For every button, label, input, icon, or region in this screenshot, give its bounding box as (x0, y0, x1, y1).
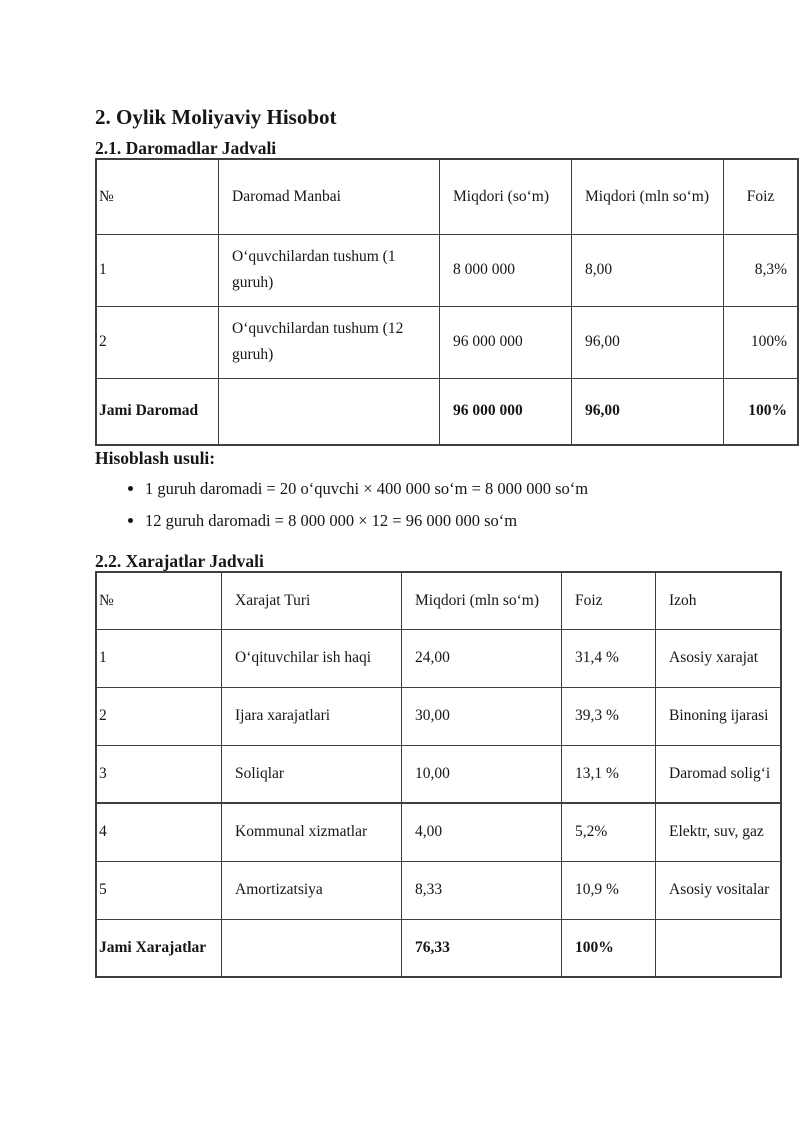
table-cell: 30,00 (402, 687, 562, 745)
table-row (96, 629, 781, 687)
expense-table (95, 571, 782, 978)
table-row (96, 234, 798, 306)
column-header: Miqdori (mln so‘m) (402, 572, 562, 629)
column-header: Miqdori (so‘m) (440, 159, 572, 234)
table-cell (222, 919, 402, 977)
table-cell: 2 (96, 306, 219, 378)
table-cell: 100% (724, 306, 799, 378)
table-cell: 8,33 (402, 861, 562, 919)
column-header: Miqdori (mln so‘m) (572, 159, 724, 234)
table-row (96, 687, 781, 745)
table-cell (219, 378, 440, 445)
table-cell: 13,1 % (562, 745, 656, 803)
table-cell: 2 (96, 687, 222, 745)
column-header: Foiz (562, 572, 656, 629)
table-cell: Asosiy vositalar (656, 861, 782, 919)
table-row (96, 306, 798, 378)
calculation-item: • 12 guruh daromadi = 8 000 000 × 12 = 96 000 000 so‘m (145, 510, 755, 531)
table-cell: Daromad solig‘i (656, 745, 782, 803)
table-header-row (96, 572, 781, 629)
table-row (96, 745, 781, 803)
table-cell: 5,2% (562, 803, 656, 861)
table-cell: 24,00 (402, 629, 562, 687)
table-cell: 10,00 (402, 745, 562, 803)
column-header: Foiz (724, 159, 799, 234)
table-cell: 96 000 000 (440, 378, 572, 445)
calculation-item: • 1 guruh daromadi = 20 o‘quvchi × 400 000 so‘m = 8 000 000 so‘m (145, 478, 755, 499)
table-cell: 8 000 000 (440, 234, 572, 306)
table-cell: 8,3% (724, 234, 799, 306)
page-title: 2. Oylik Moliyaviy Hisobot (95, 105, 337, 129)
table-cell: 1 (96, 629, 222, 687)
column-header: № (96, 572, 222, 629)
table-cell: 100% (562, 919, 656, 977)
table-cell: 5 (96, 861, 222, 919)
table-total-row (96, 919, 781, 977)
table-row (96, 861, 781, 919)
table-cell: O‘qituvchilar ish haqi (222, 629, 402, 687)
calculation-list (95, 478, 755, 531)
column-header: Daromad Manbai (219, 159, 440, 234)
table-cell: 8,00 (572, 234, 724, 306)
table-cell: 39,3 % (562, 687, 656, 745)
table-cell: 76,33 (402, 919, 562, 977)
income-section-heading: 2.1. Daromadlar Jadvali (95, 138, 277, 158)
table-cell: Jami Daromad (96, 378, 219, 445)
table-cell: 31,4 % (562, 629, 656, 687)
table-cell: Amortizatsiya (222, 861, 402, 919)
calculation-heading: Hisoblash usuli: (95, 448, 216, 468)
column-header: Xarajat Turi (222, 572, 402, 629)
table-cell: Soliqlar (222, 745, 402, 803)
table-cell: Ijara xarajatlari (222, 687, 402, 745)
table-cell: Binoning ijarasi (656, 687, 782, 745)
table-cell: 4 (96, 803, 222, 861)
table-cell (656, 919, 782, 977)
table-cell: 4,00 (402, 803, 562, 861)
table-cell: Elektr, suv, gaz (656, 803, 782, 861)
table-cell: 100% (724, 378, 799, 445)
table-cell: O‘quvchilardan tushum (1 guruh) (219, 234, 440, 306)
table-cell: Kommunal xizmatlar (222, 803, 402, 861)
table-total-row (96, 378, 798, 445)
table-cell: O‘quvchilardan tushum (12 guruh) (219, 306, 440, 378)
table-cell: Jami Xarajatlar (96, 919, 222, 977)
column-header: Izoh (656, 572, 782, 629)
column-header: № (96, 159, 219, 234)
table-cell: 10,9 % (562, 861, 656, 919)
table-cell: Asosiy xarajat (656, 629, 782, 687)
table-cell: 96,00 (572, 378, 724, 445)
table-cell: 96 000 000 (440, 306, 572, 378)
table-cell: 3 (96, 745, 222, 803)
income-table (95, 158, 799, 446)
table-row (96, 803, 781, 861)
table-cell: 96,00 (572, 306, 724, 378)
table-header-row (96, 159, 798, 234)
expense-section-heading: 2.2. Xarajatlar Jadvali (95, 551, 264, 571)
table-cell: 1 (96, 234, 219, 306)
